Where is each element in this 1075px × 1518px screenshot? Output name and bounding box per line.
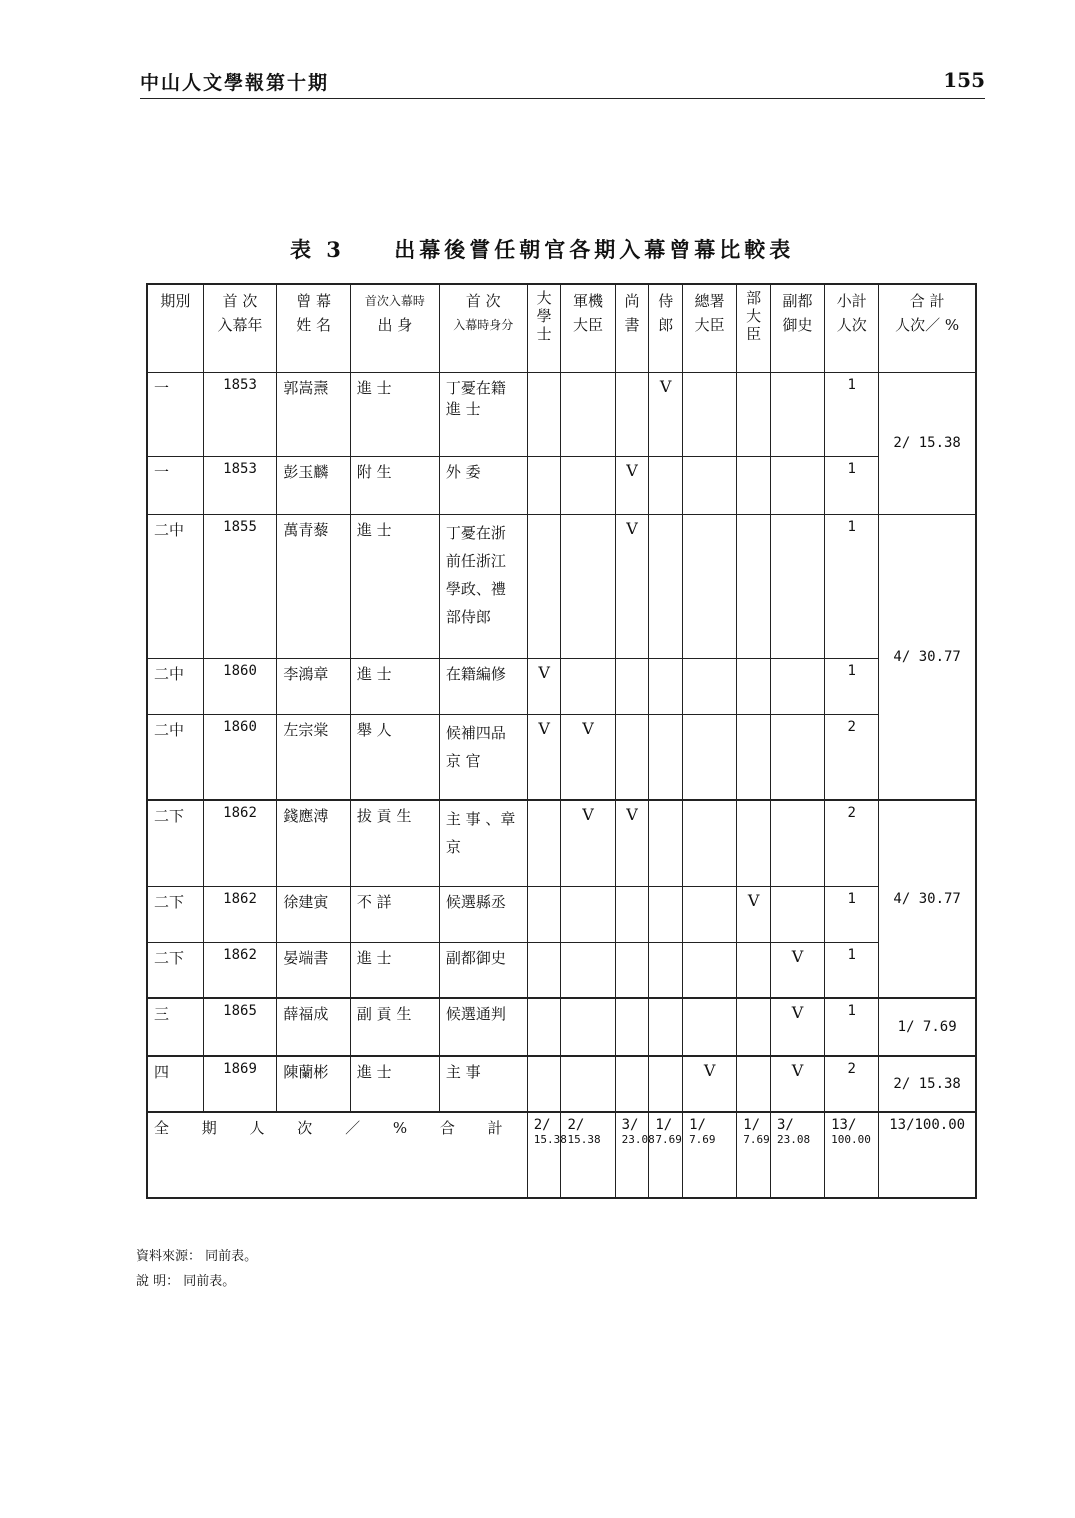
summary-row — [147, 1112, 976, 1198]
cell-check — [770, 658, 824, 714]
cell-status: 候補四品京 官 — [439, 714, 527, 800]
cell-check — [615, 886, 649, 942]
cell-check: V — [770, 942, 824, 998]
cell-check: V — [561, 800, 615, 886]
col-zongli-yamen: 總署 大臣 — [683, 284, 737, 372]
cell-subtotal: 2 — [825, 714, 879, 800]
table-row — [147, 714, 976, 800]
comparison-table — [146, 283, 977, 1199]
cell-check: V — [561, 714, 615, 800]
cell-status: 在籍編修 — [439, 658, 527, 714]
cell-check — [770, 714, 824, 800]
cell-year: 1869 — [203, 1056, 277, 1112]
cell-check: V — [527, 714, 561, 800]
cell-status: 候選通判 — [439, 998, 527, 1056]
cell-check — [683, 800, 737, 886]
summary-label: 全 期 人 次 ／ % 合 計 — [147, 1112, 527, 1198]
cell-check — [527, 372, 561, 456]
cell-check — [561, 372, 615, 456]
cell-check — [649, 456, 683, 514]
cell-check — [770, 372, 824, 456]
summary-cell: 3/ 23.08 — [615, 1112, 649, 1198]
table-row — [147, 1056, 976, 1112]
cell-group-total: 2/ 15.38 — [879, 1056, 976, 1112]
cell-check — [683, 998, 737, 1056]
cell-check — [527, 886, 561, 942]
cell-check — [561, 658, 615, 714]
cell-check: V — [770, 1056, 824, 1112]
cell-check — [615, 1056, 649, 1112]
cell-name: 徐建寅 — [277, 886, 351, 942]
cell-check — [615, 658, 649, 714]
cell-check — [649, 514, 683, 658]
cell-period: 二中 — [147, 658, 203, 714]
cell-check — [770, 800, 824, 886]
cell-check — [683, 456, 737, 514]
cell-year: 1865 — [203, 998, 277, 1056]
table-row — [147, 800, 976, 886]
summary-subtotal: 13/ 100.00 — [825, 1112, 879, 1198]
cell-check — [737, 714, 771, 800]
cell-check — [683, 372, 737, 456]
cell-check — [683, 658, 737, 714]
cell-check — [737, 372, 771, 456]
cell-status: 主 事 — [439, 1056, 527, 1112]
cell-check: V — [683, 1056, 737, 1112]
footnote-source: 資料來源： 同前表。 — [136, 1249, 258, 1264]
cell-check — [649, 714, 683, 800]
running-head — [140, 62, 985, 99]
col-year: 首 次 入幕年 — [203, 284, 277, 372]
cell-check — [561, 514, 615, 658]
cell-period: 二下 — [147, 800, 203, 886]
col-origin: 首次入幕時 出 身 — [350, 284, 439, 372]
cell-check — [770, 886, 824, 942]
cell-check — [527, 942, 561, 998]
table-row — [147, 998, 976, 1056]
cell-origin: 進 士 — [350, 514, 439, 658]
cell-check: V — [527, 658, 561, 714]
cell-check — [615, 942, 649, 998]
cell-year: 1860 — [203, 658, 277, 714]
cell-check — [649, 658, 683, 714]
cell-period: 三 — [147, 998, 203, 1056]
col-grand-councillor: 軍機 大臣 — [561, 284, 615, 372]
summary-cell: 2/ 15.38 — [527, 1112, 561, 1198]
col-status: 首 次 入幕時身分 — [439, 284, 527, 372]
cell-origin: 拔 貢 生 — [350, 800, 439, 886]
cell-year: 1853 — [203, 456, 277, 514]
table-row — [147, 942, 976, 998]
cell-subtotal: 1 — [825, 658, 879, 714]
cell-year: 1862 — [203, 942, 277, 998]
col-board-minister: 部 大 臣 — [737, 284, 771, 372]
cell-period: 二中 — [147, 514, 203, 658]
cell-status: 副都御史 — [439, 942, 527, 998]
cell-check: V — [615, 514, 649, 658]
cell-check — [649, 886, 683, 942]
cell-check — [737, 1056, 771, 1112]
cell-name: 晏端書 — [277, 942, 351, 998]
cell-origin: 進 士 — [350, 658, 439, 714]
cell-status: 丁憂在籍 進 士 — [439, 372, 527, 456]
cell-check — [527, 1056, 561, 1112]
cell-name: 李鴻章 — [277, 658, 351, 714]
cell-name: 薛福成 — [277, 998, 351, 1056]
cell-status: 丁憂在浙前任浙江學政、禮部侍郎 — [439, 514, 527, 658]
cell-period: 二下 — [147, 942, 203, 998]
cell-check — [527, 456, 561, 514]
cell-year: 1862 — [203, 886, 277, 942]
table-row — [147, 658, 976, 714]
cell-check — [737, 658, 771, 714]
cell-check: V — [649, 372, 683, 456]
cell-check — [649, 1056, 683, 1112]
cell-check — [527, 998, 561, 1056]
cell-check — [737, 514, 771, 658]
cell-name: 陳蘭彬 — [277, 1056, 351, 1112]
col-minister: 尚 書 — [615, 284, 649, 372]
cell-check — [770, 514, 824, 658]
cell-check — [615, 998, 649, 1056]
cell-subtotal: 2 — [825, 1056, 879, 1112]
col-grand-secretary: 大 學 士 — [527, 284, 561, 372]
table-number: 表 3 — [290, 237, 345, 262]
cell-check — [649, 942, 683, 998]
cell-check: V — [615, 456, 649, 514]
cell-check — [649, 800, 683, 886]
cell-year: 1853 — [203, 372, 277, 456]
cell-check — [615, 714, 649, 800]
table-row — [147, 886, 976, 942]
cell-check — [615, 372, 649, 456]
cell-subtotal: 2 — [825, 800, 879, 886]
table-row — [147, 372, 976, 456]
cell-check — [527, 800, 561, 886]
cell-origin: 舉 人 — [350, 714, 439, 800]
cell-group-total: 4/ 30.77 — [879, 800, 976, 998]
cell-group-total: 1/ 7.69 — [879, 998, 976, 1056]
table-title — [290, 234, 794, 264]
cell-period: 四 — [147, 1056, 203, 1112]
summary-cell: 1/ 7.69 — [737, 1112, 771, 1198]
cell-origin: 進 士 — [350, 942, 439, 998]
cell-check — [561, 1056, 615, 1112]
cell-status: 主 事 、章 京 — [439, 800, 527, 886]
cell-subtotal: 1 — [825, 456, 879, 514]
journal-title: 中山人文學報第十期 — [140, 72, 330, 94]
cell-status: 外 委 — [439, 456, 527, 514]
cell-check — [683, 886, 737, 942]
col-vice-minister: 侍 郎 — [649, 284, 683, 372]
cell-check — [683, 942, 737, 998]
col-vice-censor: 副都 御史 — [770, 284, 824, 372]
cell-status: 候選縣丞 — [439, 886, 527, 942]
cell-check: V — [770, 998, 824, 1056]
cell-check — [770, 456, 824, 514]
cell-period: 二中 — [147, 714, 203, 800]
cell-period: 一 — [147, 372, 203, 456]
cell-check — [527, 514, 561, 658]
cell-check — [683, 714, 737, 800]
summary-total: 13/100.00 — [879, 1112, 976, 1198]
cell-check: V — [615, 800, 649, 886]
cell-check: V — [737, 886, 771, 942]
summary-cell: 3/ 23.08 — [770, 1112, 824, 1198]
col-period: 期別 — [147, 284, 203, 372]
cell-name: 左宗棠 — [277, 714, 351, 800]
cell-check — [561, 998, 615, 1056]
cell-origin: 不 詳 — [350, 886, 439, 942]
cell-check — [683, 514, 737, 658]
summary-cell: 1/ 7.69 — [683, 1112, 737, 1198]
cell-name: 錢應溥 — [277, 800, 351, 886]
cell-subtotal: 1 — [825, 514, 879, 658]
summary-cell: 2/ 15.38 — [561, 1112, 615, 1198]
col-subtotal: 小計 人次 — [825, 284, 879, 372]
cell-name: 彭玉麟 — [277, 456, 351, 514]
cell-check — [737, 456, 771, 514]
footnote-note: 說 明： 同前表。 — [136, 1274, 236, 1289]
cell-origin: 進 士 — [350, 1056, 439, 1112]
cell-check — [737, 998, 771, 1056]
cell-check — [561, 942, 615, 998]
cell-year: 1862 — [203, 800, 277, 886]
cell-check — [649, 998, 683, 1056]
cell-check — [561, 456, 615, 514]
cell-period: 二下 — [147, 886, 203, 942]
cell-period: 一 — [147, 456, 203, 514]
summary-cell: 1/ 7.69 — [649, 1112, 683, 1198]
table-row — [147, 456, 976, 514]
cell-group-total: 4/ 30.77 — [879, 514, 976, 800]
cell-subtotal: 1 — [825, 886, 879, 942]
cell-origin: 副 貢 生 — [350, 998, 439, 1056]
cell-name: 郭嵩燾 — [277, 372, 351, 456]
page-number: 155 — [943, 68, 985, 92]
cell-subtotal: 1 — [825, 942, 879, 998]
cell-origin: 進 士 — [350, 372, 439, 456]
cell-subtotal: 1 — [825, 998, 879, 1056]
cell-group-total: 2/ 15.38 — [879, 372, 976, 514]
table-row — [147, 514, 976, 658]
cell-check — [561, 886, 615, 942]
cell-year: 1860 — [203, 714, 277, 800]
col-total: 合 計 人次／ % — [879, 284, 976, 372]
cell-origin: 附 生 — [350, 456, 439, 514]
col-name: 曾 幕 姓 名 — [277, 284, 351, 372]
cell-name: 萬青藜 — [277, 514, 351, 658]
cell-check — [737, 800, 771, 886]
cell-subtotal: 1 — [825, 372, 879, 456]
cell-check — [737, 942, 771, 998]
table-caption: 出幕後嘗任朝官各期入幕曾幕比較表 — [394, 237, 795, 262]
cell-year: 1855 — [203, 514, 277, 658]
